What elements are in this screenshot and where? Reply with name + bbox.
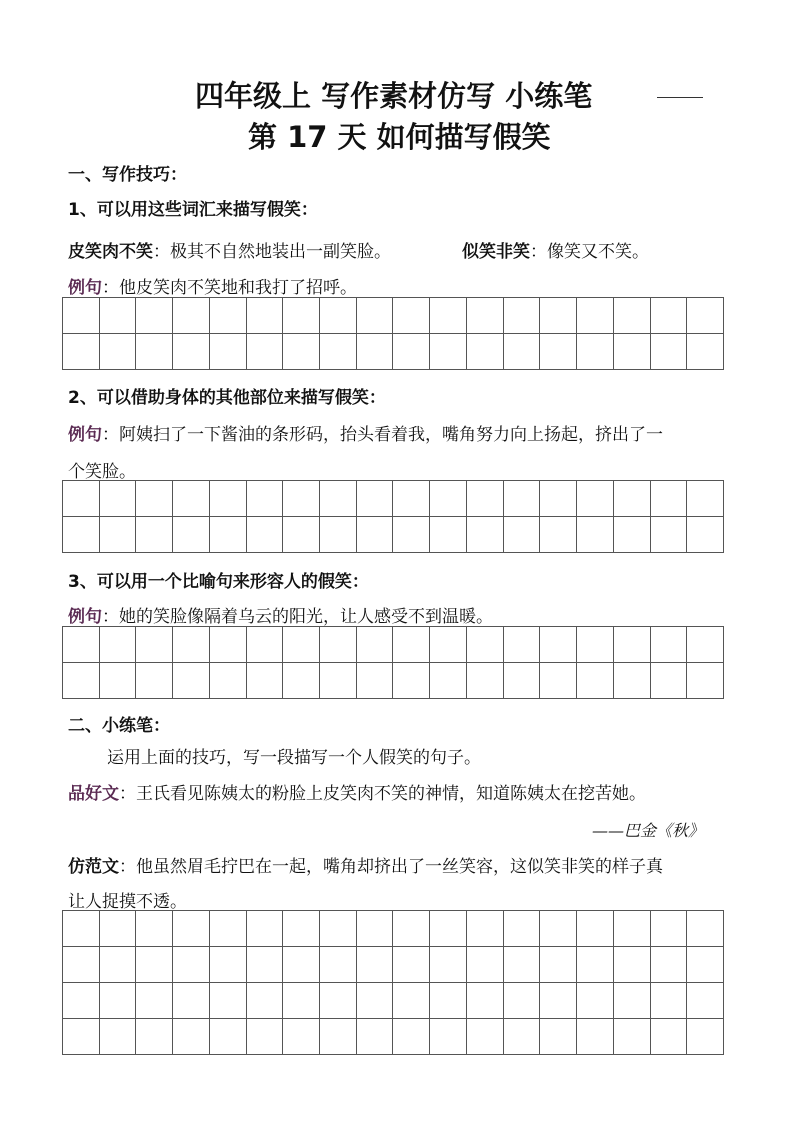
grid-cell[interactable] [247, 334, 284, 370]
grid-cell[interactable] [63, 517, 100, 553]
writing-grid-1[interactable] [62, 297, 724, 370]
grid-cell[interactable] [247, 627, 284, 663]
grid-cell[interactable] [357, 983, 394, 1019]
vocab-line-1 [68, 237, 391, 262]
section1-heading: 一、写作技巧： [68, 165, 187, 185]
grid-cell[interactable] [283, 627, 320, 663]
grid-cell[interactable] [247, 1019, 284, 1055]
example-text: ：他皮笑肉不笑地和我打了招呼。 [102, 278, 357, 298]
grid-cell[interactable] [393, 947, 430, 983]
grid-cell[interactable] [283, 947, 320, 983]
grid-cell[interactable] [357, 627, 394, 663]
grid-cell[interactable] [651, 911, 688, 947]
grid-cell[interactable] [430, 947, 467, 983]
grid-cell[interactable] [614, 1019, 651, 1055]
grid-cell[interactable] [393, 481, 430, 517]
grid-cell[interactable] [393, 517, 430, 553]
example-text: ：她的笑脸像隔着乌云的阳光，让人感受不到温暖。 [102, 607, 493, 627]
imitation-line1 [68, 852, 663, 877]
grid-cell[interactable] [540, 298, 577, 334]
grid-cell[interactable] [467, 1019, 504, 1055]
practice-instruction: 运用上面的技巧，写一段描写一个人假笑的句子。 [107, 748, 481, 768]
grid-cell[interactable] [687, 334, 724, 370]
grid-cell[interactable] [173, 517, 210, 553]
worksheet-title-line1: 四年级上 写作素材仿写 小练笔 [195, 79, 593, 113]
grid-cell[interactable] [504, 627, 541, 663]
vocab2-term: 似笑非笑 [462, 242, 530, 262]
grid-cell[interactable] [357, 1019, 394, 1055]
grid-cell[interactable] [504, 911, 541, 947]
grid-cell[interactable] [210, 983, 247, 1019]
grid-cell[interactable] [320, 663, 357, 699]
grid-cell[interactable] [173, 911, 210, 947]
grid-cell[interactable] [320, 481, 357, 517]
example-label: 例句 [68, 278, 102, 298]
grid-cell[interactable] [393, 627, 430, 663]
point3-heading: 3、可以用一个比喻句来形容人的假笑： [68, 572, 369, 592]
grid-cell[interactable] [100, 983, 137, 1019]
grid-cell[interactable] [614, 298, 651, 334]
grid-cell[interactable] [577, 663, 614, 699]
point2-example-line1 [68, 420, 663, 445]
grid-cell[interactable] [467, 481, 504, 517]
grid-cell[interactable] [320, 983, 357, 1019]
grid-cell[interactable] [320, 1019, 357, 1055]
grid-cell[interactable] [100, 911, 137, 947]
grid-cell[interactable] [136, 481, 173, 517]
grid-cell[interactable] [467, 334, 504, 370]
grid-cell[interactable] [504, 298, 541, 334]
grid-cell[interactable] [173, 947, 210, 983]
grid-cell[interactable] [393, 911, 430, 947]
writing-grid-3[interactable] [62, 626, 724, 699]
vocab-line-2 [462, 237, 649, 262]
grid-cell[interactable] [283, 298, 320, 334]
grid-cell[interactable] [540, 1019, 577, 1055]
writing-grid-2[interactable] [62, 480, 724, 553]
grid-cell[interactable] [393, 334, 430, 370]
vocab1-term: 皮笑肉不笑 [68, 242, 153, 262]
vocab1-definition: ：极其不自然地装出一副笑脸。 [153, 242, 391, 262]
grid-cell[interactable] [540, 481, 577, 517]
grid-cell[interactable] [320, 334, 357, 370]
point3-example [68, 602, 493, 627]
grid-cell[interactable] [687, 1019, 724, 1055]
grid-cell[interactable] [320, 298, 357, 334]
grid-cell[interactable] [540, 517, 577, 553]
grid-cell[interactable] [320, 947, 357, 983]
grid-cell[interactable] [100, 663, 137, 699]
grid-cell[interactable] [467, 627, 504, 663]
grid-cell[interactable] [651, 517, 688, 553]
grid-cell[interactable] [614, 663, 651, 699]
grid-cell[interactable] [577, 334, 614, 370]
grid-cell[interactable] [687, 983, 724, 1019]
grid-cell[interactable] [504, 1019, 541, 1055]
grid-cell[interactable] [504, 517, 541, 553]
grid-cell[interactable] [504, 663, 541, 699]
grid-cell[interactable] [173, 334, 210, 370]
grid-cell[interactable] [63, 481, 100, 517]
grid-cell[interactable] [100, 298, 137, 334]
grid-cell[interactable] [614, 334, 651, 370]
grid-cell[interactable] [687, 663, 724, 699]
point1-example [68, 273, 357, 298]
point2-example-line2: 个笑脸。 [68, 462, 136, 482]
grid-cell[interactable] [210, 334, 247, 370]
grid-cell[interactable] [136, 911, 173, 947]
section2-heading: 二、小练笔： [68, 716, 170, 736]
grid-cell[interactable] [430, 663, 467, 699]
grid-cell[interactable] [357, 911, 394, 947]
grid-cell[interactable] [100, 1019, 137, 1055]
grid-cell[interactable] [320, 517, 357, 553]
grid-cell[interactable] [393, 1019, 430, 1055]
grid-cell[interactable] [393, 663, 430, 699]
grid-cell[interactable] [136, 983, 173, 1019]
grid-cell[interactable] [651, 983, 688, 1019]
grid-cell[interactable] [63, 663, 100, 699]
grid-cell[interactable] [614, 911, 651, 947]
grid-cell[interactable] [540, 334, 577, 370]
grid-cell[interactable] [136, 627, 173, 663]
grid-cell[interactable] [283, 1019, 320, 1055]
grid-cell[interactable] [247, 517, 284, 553]
grid-cell[interactable] [577, 481, 614, 517]
grid-cell[interactable] [357, 517, 394, 553]
grid-cell[interactable] [577, 627, 614, 663]
grid-cell[interactable] [577, 947, 614, 983]
imitation-line2: 让人捉摸不透。 [68, 892, 187, 912]
vocab2-definition: ：像笑又不笑。 [530, 242, 649, 262]
grid-cell[interactable] [357, 334, 394, 370]
example-label: 例句 [68, 425, 102, 445]
grid-cell[interactable] [651, 481, 688, 517]
grid-cell[interactable] [687, 298, 724, 334]
grid-cell[interactable] [136, 663, 173, 699]
grid-cell[interactable] [210, 517, 247, 553]
grid-cell[interactable] [430, 517, 467, 553]
good-passage-text: ：王氏看见陈姨太的粉脸上皮笑肉不笑的神情，知道陈姨太在挖苦她。 [119, 784, 646, 804]
grid-cell[interactable] [430, 911, 467, 947]
grid-cell[interactable] [283, 663, 320, 699]
grid-cell[interactable] [173, 1019, 210, 1055]
grid-cell[interactable] [393, 983, 430, 1019]
grid-cell[interactable] [63, 1019, 100, 1055]
grid-cell[interactable] [283, 481, 320, 517]
grid-cell[interactable] [651, 298, 688, 334]
grid-cell[interactable] [467, 947, 504, 983]
grid-cell[interactable] [210, 1019, 247, 1055]
grid-cell[interactable] [283, 517, 320, 553]
grid-cell[interactable] [614, 517, 651, 553]
grid-cell[interactable] [577, 517, 614, 553]
grid-cell[interactable] [687, 627, 724, 663]
imitation-text: ：他虽然眉毛拧巴在一起，嘴角却挤出了一丝笑容，这似笑非笑的样子真 [119, 857, 663, 877]
grid-cell[interactable] [540, 947, 577, 983]
grid-cell[interactable] [100, 481, 137, 517]
grid-cell[interactable] [614, 983, 651, 1019]
grid-cell[interactable] [651, 947, 688, 983]
grid-cell[interactable] [63, 334, 100, 370]
example-label: 例句 [68, 607, 102, 627]
grid-cell[interactable] [393, 298, 430, 334]
grid-cell[interactable] [651, 334, 688, 370]
grid-cell[interactable] [651, 1019, 688, 1055]
grid-cell[interactable] [430, 627, 467, 663]
grid-cell[interactable] [136, 298, 173, 334]
grid-cell[interactable] [540, 663, 577, 699]
grid-cell[interactable] [100, 334, 137, 370]
grid-cell[interactable] [210, 947, 247, 983]
grid-cell[interactable] [430, 983, 467, 1019]
grid-cell[interactable] [430, 298, 467, 334]
grid-cell[interactable] [210, 298, 247, 334]
grid-cell[interactable] [247, 911, 284, 947]
grid-cell[interactable] [467, 517, 504, 553]
grid-cell[interactable] [136, 517, 173, 553]
imitation-label: 仿范文 [68, 857, 119, 877]
grid-cell[interactable] [63, 298, 100, 334]
grid-cell[interactable] [651, 663, 688, 699]
grid-cell[interactable] [136, 334, 173, 370]
grid-cell[interactable] [136, 1019, 173, 1055]
grid-cell[interactable] [467, 663, 504, 699]
grid-cell[interactable] [651, 627, 688, 663]
grid-cell[interactable] [467, 298, 504, 334]
example-text: ：阿姨扫了一下酱油的条形码，抬头看着我，嘴角努力向上扬起，挤出了一 [102, 425, 663, 445]
grid-cell[interactable] [504, 947, 541, 983]
grid-cell[interactable] [320, 911, 357, 947]
grid-cell[interactable] [540, 627, 577, 663]
grid-cell[interactable] [63, 911, 100, 947]
grid-cell[interactable] [357, 947, 394, 983]
grid-cell[interactable] [283, 983, 320, 1019]
title-decoration-line [657, 97, 703, 98]
grid-cell[interactable] [687, 911, 724, 947]
worksheet-title-line2: 第 17 天 如何描写假笑 [248, 120, 551, 154]
grid-cell[interactable] [614, 947, 651, 983]
grid-cell[interactable] [687, 517, 724, 553]
grid-cell[interactable] [504, 334, 541, 370]
grid-cell[interactable] [577, 1019, 614, 1055]
grid-cell[interactable] [320, 627, 357, 663]
grid-cell[interactable] [100, 947, 137, 983]
grid-cell[interactable] [504, 983, 541, 1019]
grid-cell[interactable] [540, 911, 577, 947]
grid-cell[interactable] [504, 481, 541, 517]
grid-cell[interactable] [577, 298, 614, 334]
grid-cell[interactable] [173, 298, 210, 334]
grid-cell[interactable] [577, 911, 614, 947]
point2-heading: 2、可以借助身体的其他部位来描写假笑： [68, 388, 386, 408]
grid-cell[interactable] [614, 627, 651, 663]
writing-grid-4[interactable] [62, 910, 724, 1055]
grid-cell[interactable] [430, 481, 467, 517]
grid-cell[interactable] [100, 517, 137, 553]
grid-cell[interactable] [173, 663, 210, 699]
grid-cell[interactable] [357, 481, 394, 517]
grid-cell[interactable] [210, 481, 247, 517]
grid-cell[interactable] [63, 947, 100, 983]
grid-cell[interactable] [247, 983, 284, 1019]
grid-cell[interactable] [136, 947, 173, 983]
grid-cell[interactable] [247, 481, 284, 517]
grid-cell[interactable] [247, 947, 284, 983]
grid-cell[interactable] [173, 481, 210, 517]
grid-cell[interactable] [210, 663, 247, 699]
grid-cell[interactable] [247, 298, 284, 334]
grid-cell[interactable] [210, 627, 247, 663]
grid-cell[interactable] [357, 298, 394, 334]
grid-cell[interactable] [687, 947, 724, 983]
grid-cell[interactable] [467, 983, 504, 1019]
good-passage [68, 779, 646, 804]
grid-cell[interactable] [283, 334, 320, 370]
grid-cell[interactable] [687, 481, 724, 517]
grid-cell[interactable] [540, 983, 577, 1019]
grid-cell[interactable] [100, 627, 137, 663]
grid-cell[interactable] [614, 481, 651, 517]
grid-cell[interactable] [173, 983, 210, 1019]
point1-heading: 1、可以用这些词汇来描写假笑： [68, 200, 318, 220]
grid-cell[interactable] [467, 911, 504, 947]
grid-cell[interactable] [63, 627, 100, 663]
grid-cell[interactable] [430, 334, 467, 370]
passage-source: ——巴金《秋》 [592, 821, 705, 840]
good-passage-label: 品好文 [68, 784, 119, 804]
grid-cell[interactable] [63, 983, 100, 1019]
grid-cell[interactable] [210, 911, 247, 947]
grid-cell[interactable] [283, 911, 320, 947]
grid-cell[interactable] [173, 627, 210, 663]
grid-cell[interactable] [430, 1019, 467, 1055]
grid-cell[interactable] [357, 663, 394, 699]
grid-cell[interactable] [247, 663, 284, 699]
grid-cell[interactable] [577, 983, 614, 1019]
